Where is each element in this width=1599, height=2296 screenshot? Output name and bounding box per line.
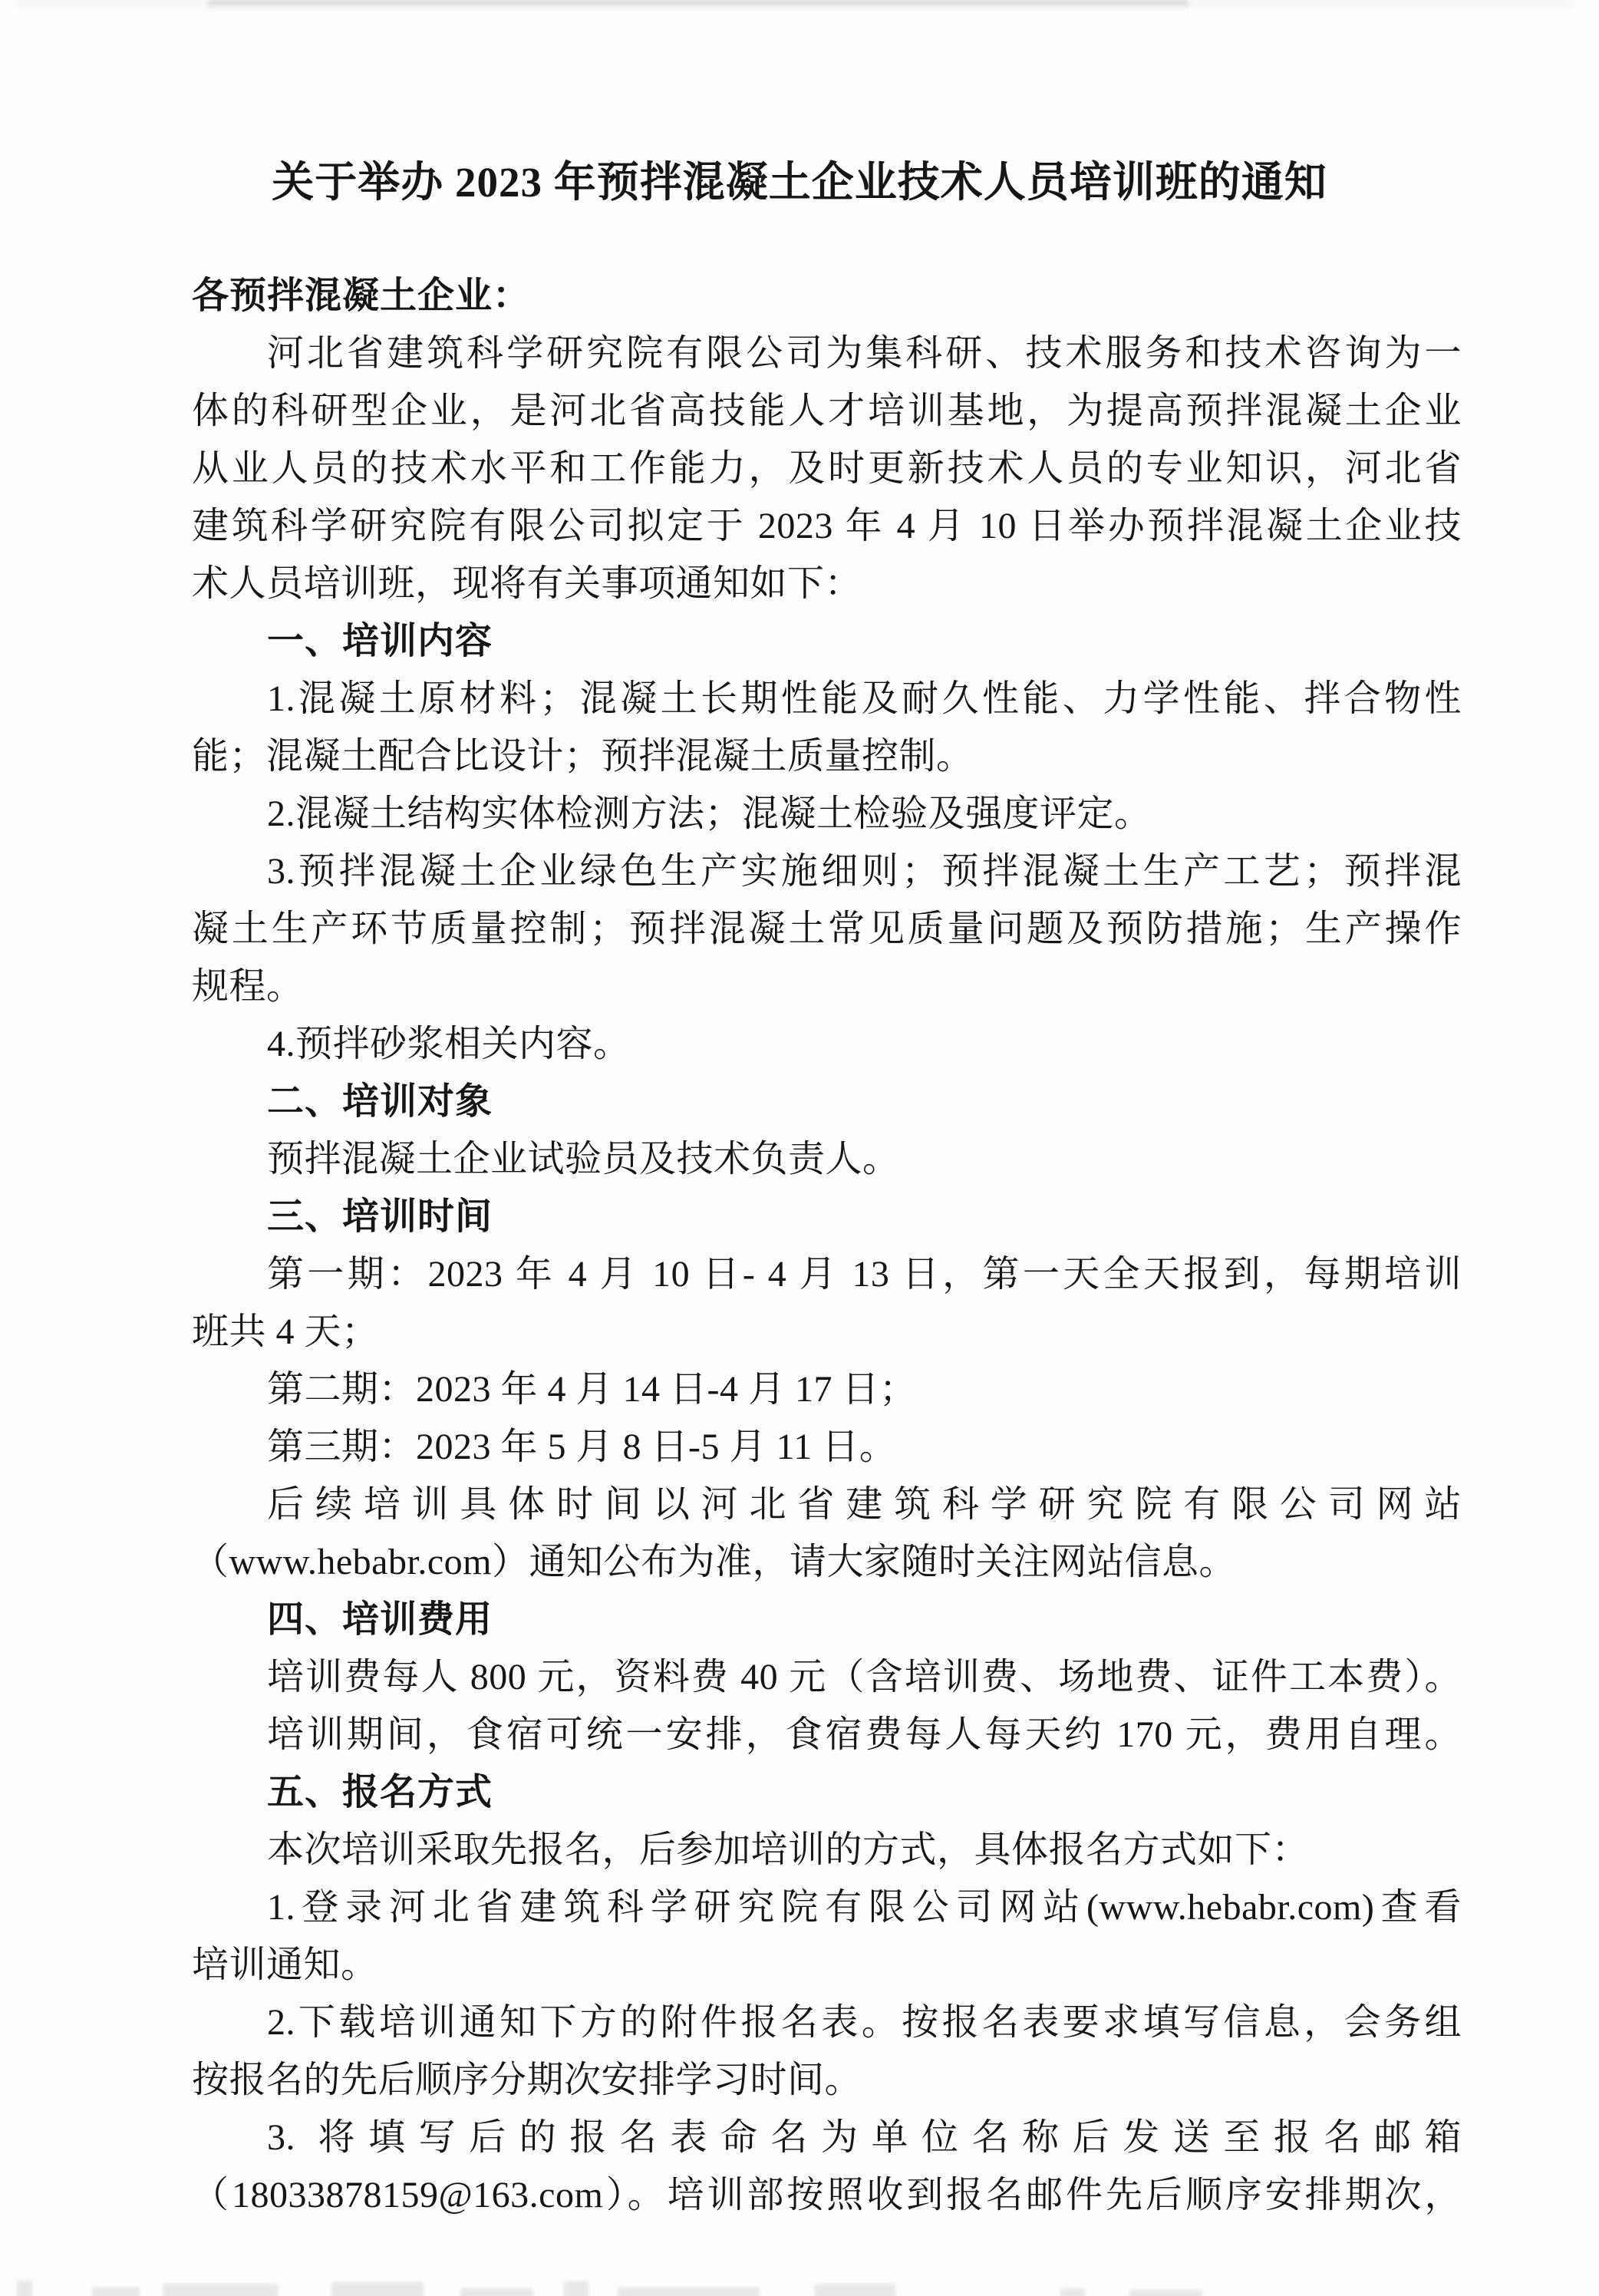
document-line: 术人员培训班，现将有关事项通知如下：	[192, 563, 862, 604]
document-line: 体的科研型企业，是河北省高技能人才培训基地，为提高预拌混凝土企业	[192, 391, 1462, 431]
document-line: 二、培训对象	[267, 1081, 493, 1122]
scan-artifact-top	[207, 0, 1189, 12]
scan-artifact-bottom	[0, 2264, 1599, 2296]
document-line: 从业人员的技术水平和工作能力，及时更新技术人员的专业知识，河北省	[192, 448, 1462, 489]
document-line: 一、培训内容	[267, 621, 493, 661]
document-line: （www.hebabr.com）通知公布为准，请大家随时关注网站信息。	[192, 1542, 1236, 1582]
document-line: 3.预拌混凝土企业绿色生产实施细则；预拌混凝土生产工艺；预拌混	[267, 851, 1462, 892]
document-line: 第一期：2023 年 4 月 10 日- 4 月 13 日，第一天全天报到，每期培训	[267, 1254, 1462, 1295]
document-line: 建筑科学研究院有限公司拟定于 2023 年 4 月 10 日举办预拌混凝土企业技	[192, 506, 1462, 546]
document-line: 后续培训具体时间以河北省建筑科学研究院有限公司网站	[267, 1484, 1462, 1525]
document-body	[192, 267, 1462, 2224]
document-line: 五、报名方式	[267, 1772, 493, 1813]
document-line: 第三期：2023 年 5 月 8 日-5 月 11 日。	[267, 1427, 897, 1467]
document-line: 培训费每人 800 元，资料费 40 元（含培训费、场地费、证件工本费）。	[267, 1657, 1462, 1697]
document-line: 能；混凝土配合比设计；预拌混凝土质量控制。	[192, 736, 974, 777]
document-line: 预拌混凝土企业试验员及技术负责人。	[267, 1139, 900, 1179]
document-line: 1.混凝土原材料；混凝土长期性能及耐久性能、力学性能、拌合物性	[267, 678, 1462, 719]
document-line: 培训期间，食宿可统一安排，食宿费每人每天约 170 元，费用自理。	[267, 1714, 1462, 1755]
document-line: 三、培训时间	[267, 1196, 493, 1237]
document-line: 2.混凝土结构实体检测方法；混凝土检验及强度评定。	[267, 793, 1152, 834]
document-line: （18033878159@163.com）。培训部按照收到报名邮件先后顺序安排期次，	[192, 2175, 1462, 2215]
document-line: 凝土生产环节质量控制；预拌混凝土常见质量问题及预防措施；生产操作	[192, 909, 1462, 949]
document-line: 四、培训费用	[267, 1599, 493, 1640]
document-line: 规程。	[192, 966, 304, 1007]
document-line: 2.下载培训通知下方的附件报名表。按报名表要求填写信息，会务组	[267, 2002, 1462, 2043]
document-line: 4.预拌砂浆相关内容。	[267, 1024, 631, 1064]
page-title: 关于举办 2023 年预拌混凝土企业技术人员培训班的通知	[272, 159, 1327, 206]
document-line: 各预拌混凝土企业：	[192, 275, 531, 316]
document-line: 第二期：2023 年 4 月 14 日-4 月 17 日；	[267, 1369, 917, 1410]
document-line: 班共 4 天；	[192, 1311, 379, 1352]
document-line: 培训通知。	[192, 1945, 378, 1985]
document-line: 1.登录河北省建筑科学研究院有限公司网站(www.hebabr.com)查看	[267, 1887, 1462, 1928]
document-line: 河北省建筑科学研究院有限公司为集科研、技术服务和技术咨询为一	[267, 333, 1462, 374]
document-line: 3. 将填写后的报名表命名为单位名称后发送至报名邮箱	[267, 2117, 1462, 2158]
document-line: 本次培训采取先报名，后参加培训的方式，具体报名方式如下：	[267, 1829, 1310, 1870]
document-line: 按报名的先后顺序分期次安排学习时间。	[192, 2060, 862, 2100]
